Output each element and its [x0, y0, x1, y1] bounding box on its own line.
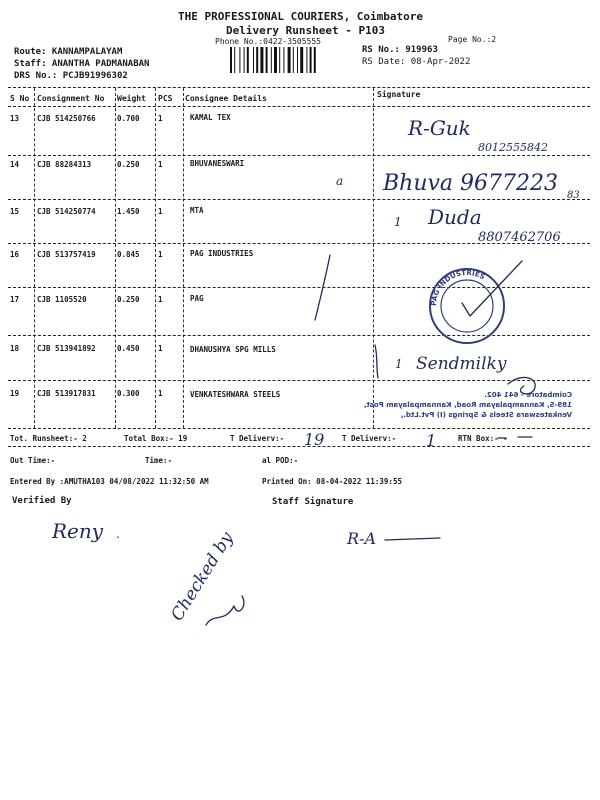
row-weight: 0.250 [117, 295, 140, 304]
phone-row-15: 8807462706 [478, 230, 561, 245]
col-header-sno: S No [10, 94, 30, 103]
mark-row-15: 1 [394, 215, 402, 229]
col-header-consignee: Consignee Details [185, 94, 267, 103]
company-stamp [430, 269, 504, 343]
mirrored-stamp [364, 391, 572, 419]
row-weight: 0.845 [117, 250, 140, 259]
row-pcs: 1 [158, 295, 163, 304]
row-pcs: 1 [158, 344, 163, 353]
page-number: Page No.:2 [448, 35, 497, 44]
row-consignee: PAG INDUSTRIES [190, 249, 254, 258]
row-weight: 0.700 [117, 114, 140, 123]
out-time: Out Time:- [10, 456, 56, 465]
undelivered-count: 1 [426, 431, 437, 450]
row-pcs: 1 [158, 114, 163, 123]
row-sno: 19 [10, 389, 20, 398]
row-consignee: PAG [190, 294, 204, 303]
drs-number: DRS No.: PCJB91996302 [14, 71, 128, 81]
row-consignment: CJB 88284313 [37, 160, 92, 169]
route-label: Route: KANNAMPALAYAM [14, 47, 123, 57]
row-consignment: CJB 514250766 [37, 114, 96, 123]
stamp-ring-text: PAG INDUSTRIES [429, 268, 487, 307]
total-pod: al POD:- [262, 456, 299, 465]
staff-signature-stroke [385, 538, 440, 540]
staff-label: Staff: ANANTHA PADMANABAN [14, 59, 150, 69]
row-consignment: CJB 514250774 [37, 207, 96, 216]
signature-row-14-suffix: 83 [567, 190, 580, 201]
col-header-signature: Signature [377, 90, 421, 99]
mark-row-18: 1 [395, 357, 403, 371]
row-sno: 16 [10, 250, 20, 259]
signature-row-16 [315, 255, 330, 320]
phone-row-13: 8012555842 [478, 141, 548, 154]
rs-date: RS Date: 08-Apr-2022 [362, 57, 471, 67]
row-consignee: KAMAL TEX [190, 113, 231, 122]
row-sno: 18 [10, 344, 20, 353]
row-consignee: BHUVANESWARI [190, 159, 245, 168]
row-consignment: CJB 513917831 [37, 389, 96, 398]
row-consignment: CJB 513941892 [37, 344, 96, 353]
rs-number: RS No.: 919963 [362, 45, 438, 55]
rtn-dash [498, 437, 532, 438]
col-header-pcs: PCS [158, 94, 173, 103]
row-weight: 0.300 [117, 389, 140, 398]
checked-by-note: Checked by [167, 528, 238, 625]
svg-text:189-S, Kannampalayam Road, Kan: 189-S, Kannampalayam Road, Kannampalayam Post, [363, 401, 572, 409]
row-sno: 17 [10, 295, 20, 304]
row-consignee: MTA [190, 206, 204, 215]
row-pcs: 1 [158, 160, 163, 169]
row-sno: 15 [10, 207, 20, 216]
row-pcs: 1 [158, 389, 163, 398]
total-runsheet: Tot. Runsheet:- 2 [10, 434, 87, 443]
phone-number: Phone No.:0422-3505555 [215, 37, 321, 46]
row-sno: 14 [10, 160, 20, 169]
in-time: Time:- [145, 456, 173, 465]
total-delivered-label: T Deliverv:- [230, 434, 285, 443]
svg-text:Venkateswara Steels & Springs: Venkateswara Steels & Springs (I) Pvt.Ltd., [400, 411, 572, 419]
row-weight: 1.450 [117, 207, 140, 216]
company-title: THE PROFESSIONAL COURIERS, Coimbatore [178, 10, 424, 23]
verified-by-label: Verified By [12, 496, 72, 506]
printed-on: Printed On: 08-04-2022 11:39:55 [262, 477, 402, 486]
total-box: Total Box:- 19 [124, 434, 188, 443]
row-consignment: CJB 1105520 [37, 295, 87, 304]
col-header-weight: Weight [117, 94, 146, 103]
row-consignee: DHANUSHYA SPG MILLS [190, 345, 276, 354]
col-header-consignment: Consignment No [37, 94, 105, 103]
svg-text:Coimbatore - 641 402.: Coimbatore - 641 402. [484, 391, 572, 399]
verifier-signature: Reny [52, 519, 104, 543]
runsheet-title: Delivery Runsheet - P103 [226, 24, 385, 37]
svg-text:PAG INDUSTRIES [430, 269, 486, 306]
mark-row-14: a [336, 174, 344, 188]
rtn-box: RTN Box:- - [458, 434, 508, 443]
signature-row-13: R-Guk [408, 116, 471, 140]
staff-signature: R-A [347, 529, 377, 548]
checked-by-initials [206, 596, 244, 625]
total-undelivered-label: T Deliverv:- [342, 434, 397, 443]
row-sno: 13 [10, 114, 20, 123]
row-consignment: CJB 513757419 [37, 250, 96, 259]
entered-by: Entered By :AMUTHA103 04/08/2022 11:32:50 AM [10, 477, 209, 486]
signature-row-15: Duda [428, 205, 482, 229]
row-weight: 0.450 [117, 344, 140, 353]
verifier-dot: . [116, 527, 120, 541]
signature-row-14: Bhuva 9677223 [383, 171, 559, 196]
row-consignee: VENKATESHWARA STEELS [190, 390, 281, 399]
row-weight: 0.250 [117, 160, 140, 169]
row-pcs: 1 [158, 250, 163, 259]
row-pcs: 1 [158, 207, 163, 216]
delivered-count: 19 [304, 430, 325, 449]
staff-signature-label: Staff Signature [272, 497, 354, 507]
signature-row-18: Sendmilky [416, 354, 507, 374]
tick-row-18 [375, 345, 378, 378]
